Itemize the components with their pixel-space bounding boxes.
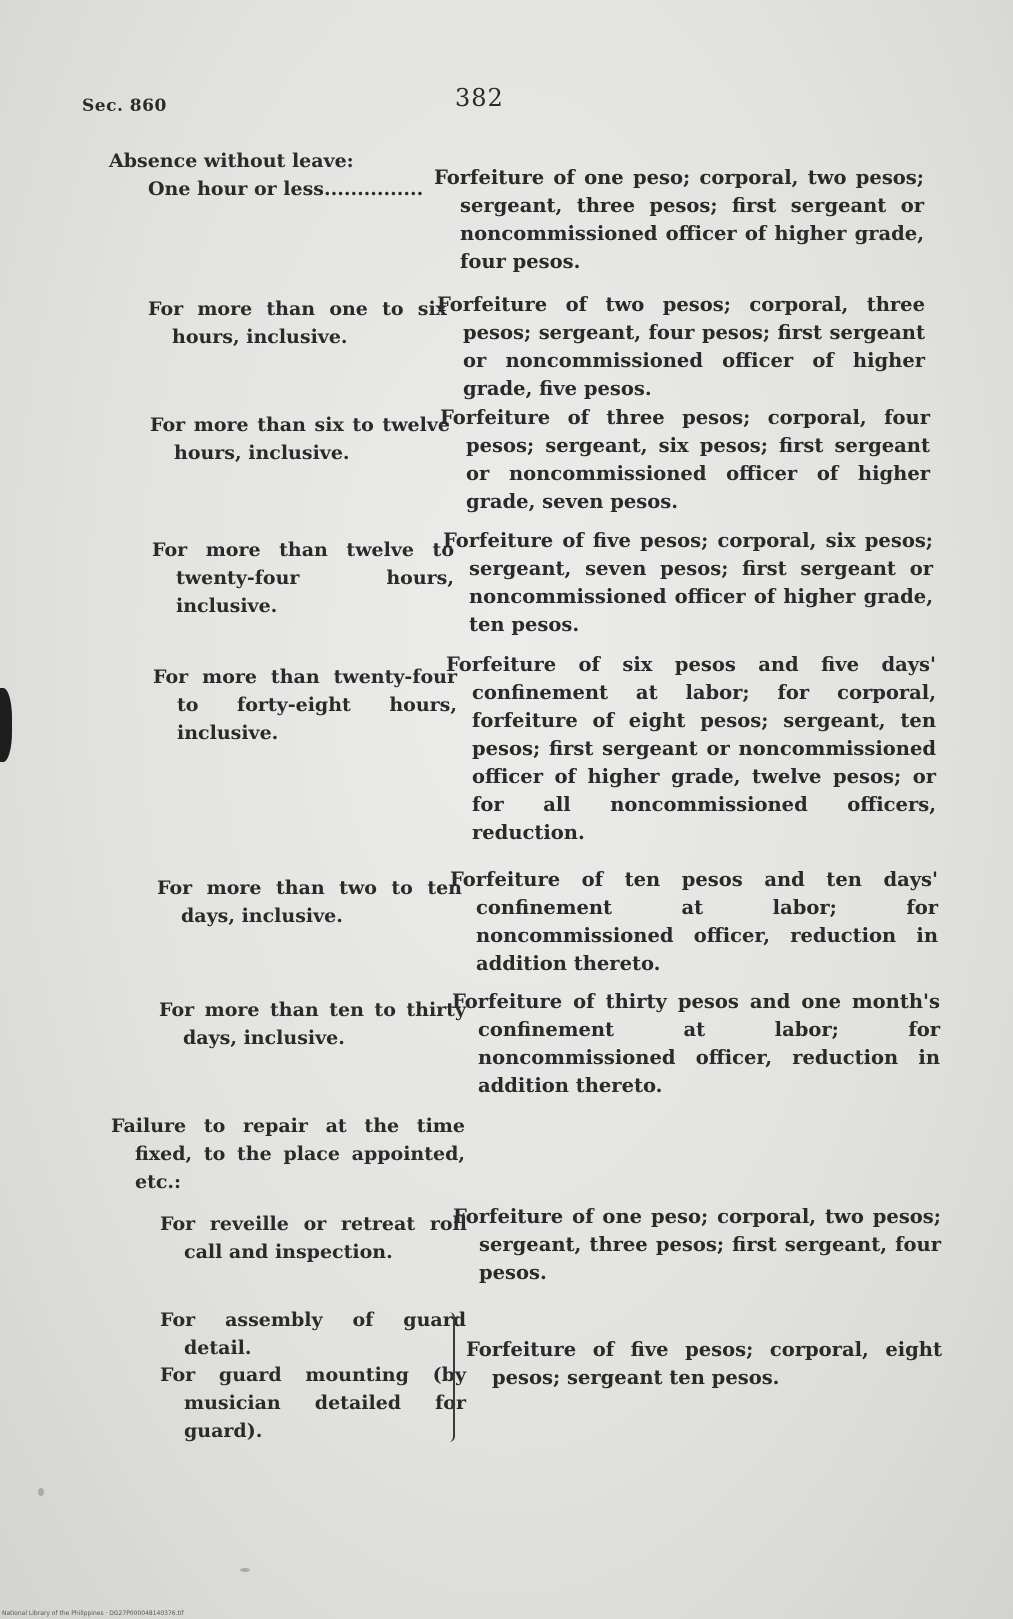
period-label: For more than one to six hours, inclusive. [148, 298, 447, 348]
penalty-text: Forfeiture of five pesos; corporal, six pesos; sergeant, seven pesos; first sergeant or noncommissioned officer of higher grade, ten pesos. [443, 529, 933, 636]
period-label: For more than ten to thirty days, inclusive. [159, 999, 466, 1049]
archive-footer: National Library of the Philippines · DG27P000048140376.tif [2, 1610, 184, 1617]
paper-speck [38, 1488, 44, 1496]
page-number: 382 [455, 84, 504, 112]
penalty-text: Forfeiture of six pesos and five days' confinement at labor; for corporal, forfeiture of eight pesos; sergeant, ten pesos; first sergeant or noncommissioned officer of higher grade, twelve pesos; or for all noncommissioned officers, reduction. [446, 653, 936, 844]
grouping-brace [443, 1312, 455, 1442]
penalty-text: Forfeiture of two pesos; corporal, three pesos; sergeant, four pesos; first sergeant or noncommissioned officer of higher grade, five pesos. [437, 293, 925, 400]
absence-heading: Absence without leave: [109, 150, 354, 172]
penalty-text: Forfeiture of ten pesos and ten days' confinement at labor; for noncommissioned officer, reduction in addition thereto. [450, 868, 938, 975]
penalty-text: Forfeiture of thirty pesos and one month's confinement at labor; for noncommissioned officer, reduction in addition thereto. [452, 990, 940, 1097]
paper-speck [240, 1568, 250, 1572]
period-label: For more than twenty-four to forty-eight hours, inclusive. [153, 666, 457, 744]
penalty-text: Forfeiture of one peso; corporal, two pesos; sergeant, three pesos; first sergeant, four pesos. [453, 1205, 941, 1284]
penalty-text: Forfeiture of five pesos; corporal, eight pesos; sergeant ten pesos. [466, 1338, 942, 1389]
binding-shadow [0, 688, 12, 762]
section-label: Sec. 860 [82, 96, 167, 116]
period-label: One hour or less............... [148, 178, 424, 200]
period-label: For guard mounting (by musician detailed for guard). [160, 1364, 466, 1442]
period-label: For more than twelve to twenty-four hours, inclusive. [152, 539, 454, 617]
period-label: For reveille or retreat roll call and inspection. [160, 1213, 467, 1263]
period-label: For assembly of guard detail. [160, 1309, 466, 1359]
penalty-text: Forfeiture of one peso; corporal, two pesos; sergeant, three pesos; first sergeant or noncommissioned officer of higher grade, four pesos. [434, 166, 924, 273]
penalty-text: Forfeiture of three pesos; corporal, four pesos; sergeant, six pesos; first sergeant or noncommissioned officer of higher grade, seven pesos. [440, 406, 930, 513]
failure-heading: Failure to repair at the time fixed, to the place appointed, etc.: [111, 1115, 465, 1193]
period-label: For more than six to twelve hours, inclusive. [150, 414, 450, 464]
period-label: For more than two to ten days, inclusive. [157, 877, 462, 927]
